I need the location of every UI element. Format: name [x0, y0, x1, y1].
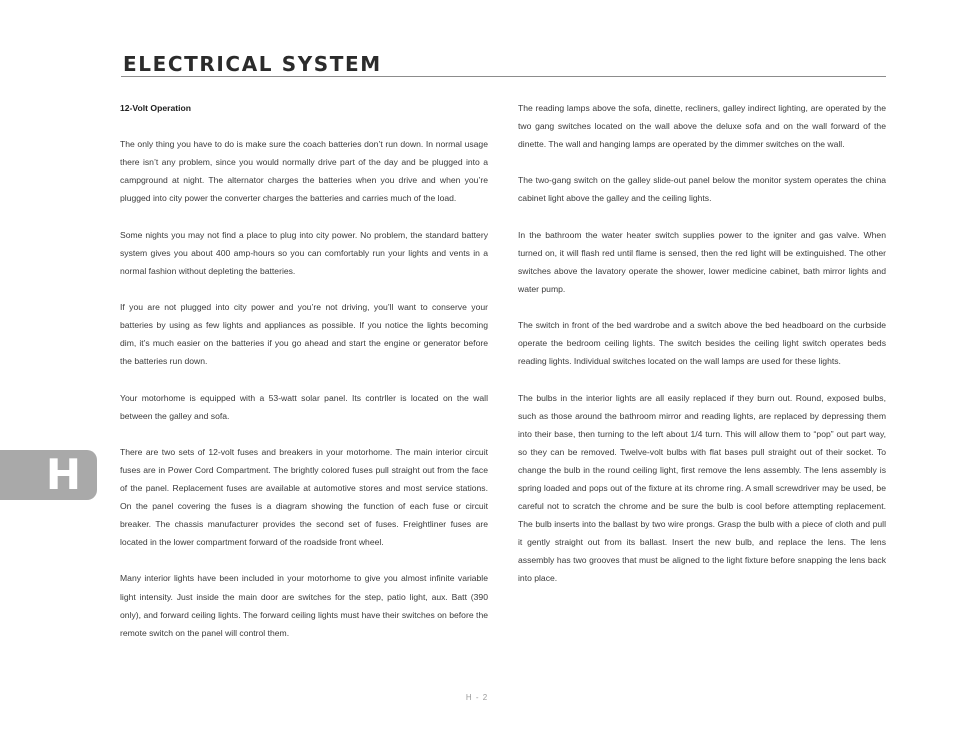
- paragraph: The bulbs in the interior lights are all easily replaced if they burn out. Round, exposed bulbs, such as those around the bathroom mirror and reading lights, are replaced by depressing them into their base, then turning to the left about 1/4 turn. This will allow them to “pop” out part way, so they can be removed. Twelve-volt bulbs with flat bases pull straight out of their socket. To change the bulb in the round ceiling light, first remove the lens assembly. The lens assembly is spring loaded and pops out of the fixture at its chrome ring. A small screwdriver may be used, be careful not to scratch the chrome and be sure the bulb is cool before attempting replacement. The bulb inserts into the ballast by two wire prongs. Grasp the bulb with a piece of cloth and pull it gently straight out from its ballast. Insert the new bulb, and replace the lens. The lens assembly has two grooves that must be aligned to the light fixture before snapping the lens back into place.: [518, 392, 886, 584]
- paragraph: There are two sets of 12-volt fuses and breakers in your motorhome. The main interior circuit fuses are in Power Cord Compartment. The brightly colored fuses pull straight out from the face of the panel. Replacement fuses are available at automotive stores and most service stations. On the panel covering the fuses is a diagram showing the function of each fuse or circuit breaker. The chassis manufacturer provides the second set of fuses. Freightliner fuses are located in the lower compartment forward of the roadside front wheel.: [120, 446, 488, 548]
- section-heading: 12-Volt Operation: [120, 103, 191, 113]
- page-title: ELECTRICAL SYSTEM: [123, 52, 382, 76]
- paragraph: In the bathroom the water heater switch supplies power to the igniter and gas valve. When turned on, it will flash red until flame is sensed, then the red light will be extinguished. The other switches above the lavatory operate the shower, lower medicine cabinet, bath mirror lights and water pump.: [518, 229, 886, 294]
- paragraph: The two-gang switch on the galley slide-out panel below the monitor system operates the china cabinet light above the galley and the ceiling lights.: [518, 175, 886, 204]
- paragraph: The switch in front of the bed wardrobe and a switch above the bed headboard on the curbside operate the bedroom ceiling lights. The switch besides the ceiling light switch operates beds reading lights. Individual switches located on the wall lamps are used for these lights.: [518, 320, 886, 367]
- title-divider: [121, 76, 886, 77]
- paragraph: Many interior lights have been included in your motorhome to give you almost infinite variable light intensity. Just inside the main door are switches for the step, patio light, aux. Batt (390 only), and forward ceiling lights. The forward ceiling lights must have their switches on before the remote switch on the panel will control them.: [120, 573, 488, 638]
- section-tab: [0, 450, 97, 500]
- left-column: [120, 99, 488, 660]
- page-number: H - 2: [465, 693, 489, 702]
- right-column: [518, 99, 886, 606]
- paragraph: Your motorhome is equipped with a 53-watt solar panel. Its contrller is located on the wall between the galley and sofa.: [120, 392, 488, 421]
- paragraph: The reading lamps above the sofa, dinette, recliners, galley indirect lighting, are operated by the two gang switches located on the wall above the deluxe sofa and on the wall forward of the dinette. The wall and hanging lamps are operated by the dimmer switches on the wall.: [518, 103, 886, 150]
- paragraph: The only thing you have to do is make sure the coach batteries don’t run down. In normal usage there isn’t any problem, since you would normally drive part of the day and be plugged into a campground at night. The alternator charges the batteries when you drive and when you’re plugged into city power the converter charges the batteries and carries much of the load.: [120, 139, 488, 204]
- section-letter: H: [45, 450, 81, 499]
- paragraph: Some nights you may not find a place to plug into city power. No problem, the standard battery system gives you about 400 amp-hours so you can comfortably run your lights and vents in a normal fashion without depleting the batteries.: [120, 229, 488, 276]
- paragraph: If you are not plugged into city power and you’re not driving, you’ll want to conserve your batteries by using as few lights and appliances as possible. If you notice the lights becoming dim, it’s much easier on the batteries if you go ahead and start the engine or generator before the batteries run down.: [120, 302, 488, 367]
